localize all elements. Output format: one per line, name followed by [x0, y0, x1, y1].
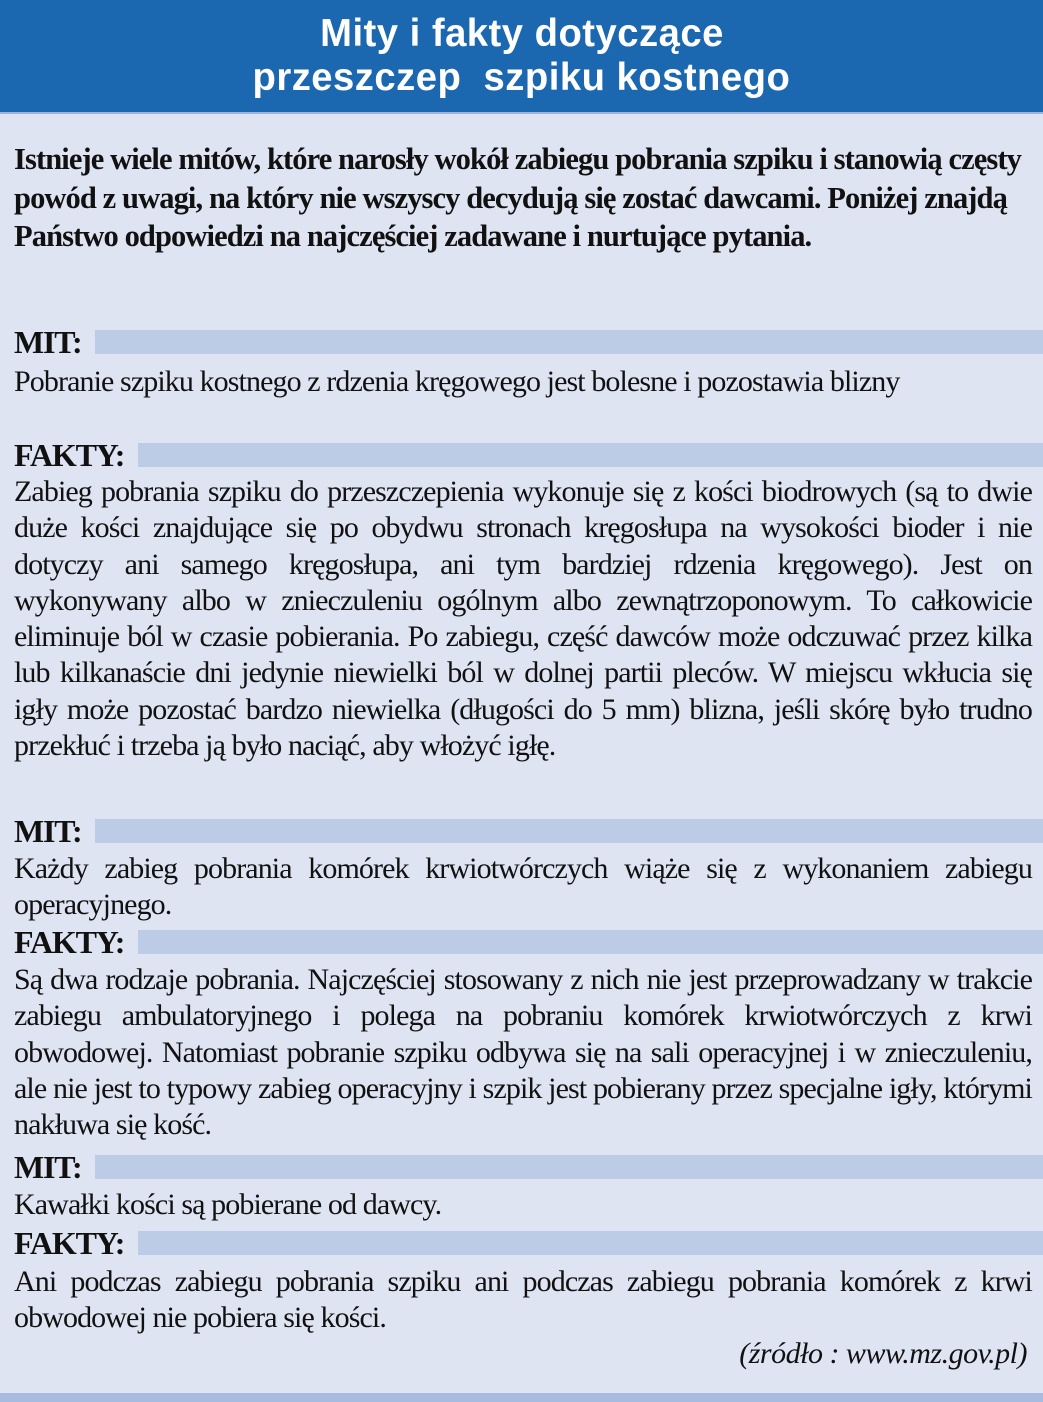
facts-heading-2	[14, 926, 1043, 958]
myth-label: MIT:	[14, 1149, 82, 1185]
facts-label: FAKTY:	[14, 1225, 125, 1261]
source-citation: (źródło : www.mz.gov.pl)	[739, 1337, 1027, 1370]
facts-heading-3	[14, 1227, 1043, 1259]
myth-text-3: Kawałki kości są pobierane od dawcy.	[14, 1188, 442, 1221]
intro-paragraph: Istnieje wiele mitów, które narosły wokół zabiegu pobrania szpiku i stanowią częsty powód z uwagi, na który nie wszyscy decydują się zostać dawcami. Poniżej znajdą Państwo odpowiedzi na najczęściej zadawane i nurtujące pytania.	[14, 142, 1021, 253]
page-header	[0, 0, 1043, 114]
myth-label: MIT:	[14, 813, 82, 849]
label-divider-bar	[95, 819, 1043, 843]
facts-heading-1	[14, 439, 1043, 471]
label-divider-bar	[95, 1155, 1043, 1179]
myth-label: MIT:	[14, 324, 82, 360]
myth-heading-1	[14, 326, 1043, 358]
myth-heading-2	[14, 815, 1043, 847]
facts-text-2: Są dwa rodzaje pobrania. Najczęściej stosowany z nich nie jest przeprowadzany w trakcie zabiegu ambulatoryjnego i polega na pobraniu komórek krwiotwórczych z krwi obwodowej. Natomiast pobranie szpiku odbywa się na sali operacyjnej i w znieczuleniu, ale nie jest to typowy zabieg operacyjny i szpik jest pobierany przez specjalne igły, którymi nakłuwa się kość.	[14, 963, 1032, 1142]
page-title-line-1: Mity i fakty dotyczące	[319, 12, 724, 55]
facts-label: FAKTY:	[14, 924, 125, 960]
myth-text-2: Każdy zabieg pobrania komórek krwiotwórczych wiąże się z wykonaniem zabiegu operacyjnego.	[14, 852, 1032, 922]
facts-text-1: Zabieg pobrania szpiku do przeszczepienia wykonuje się z kości biodrowych (są to dwie duże kości znajdujące się po obydwu stronach kręgosłupa na wysokości bioder i nie dotyczy ani samego kręgosłupa, ani tym bardziej rdzenia kręgowego). Jest on wykonywany albo w znieczuleniu ogólnym albo zewnątrzoponowym. To całkowicie eliminuje ból w czasie pobierania. Po zabiegu, część dawców może odczuwać przez kilka lub kilkanaście dni jedynie niewielki ból w dolnej partii pleców. W miejscu wkłucia się igły może pozostać bardzo niewielka (długości do 5 mm) blizna, jeśli skórę było trudno przekłuć i trzeba ją było naciąć, aby włożyć igłę.	[14, 475, 1032, 763]
page-title-line-2: przeszczep szpiku kostnego	[252, 56, 791, 99]
myth-heading-3	[14, 1151, 1043, 1183]
label-divider-bar	[95, 330, 1043, 354]
label-divider-bar	[138, 930, 1043, 954]
bottom-divider-bar	[0, 1393, 1043, 1402]
label-divider-bar	[138, 1231, 1043, 1255]
myth-text-1: Pobranie szpiku kostnego z rdzenia kręgowego jest bolesne i pozostawia blizny	[14, 365, 900, 398]
facts-text-3: Ani podczas zabiegu pobrania szpiku ani podczas zabiegu pobrania komórek z krwi obwodowej nie pobiera się kości.	[14, 1265, 1032, 1335]
label-divider-bar	[138, 443, 1043, 467]
facts-label: FAKTY:	[14, 437, 125, 473]
